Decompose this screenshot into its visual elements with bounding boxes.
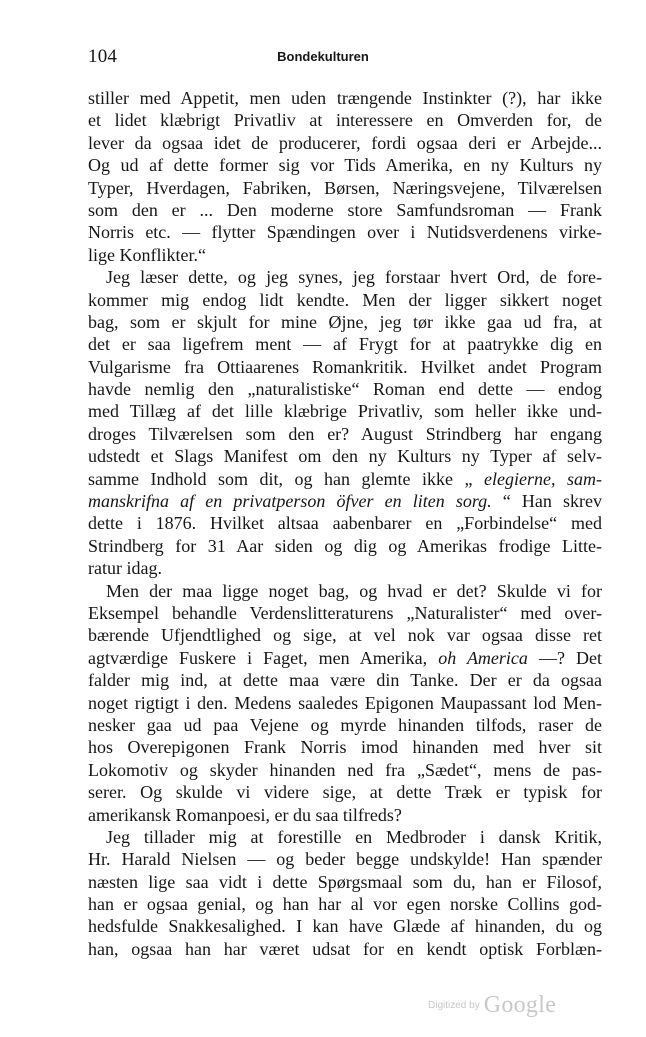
text-line: bærende Ufjendtlighed og sige, at vel nok var ogsaa disse ret bbox=[88, 625, 602, 646]
text-line: droges Tilværelsen som den er? August Strindberg har engang bbox=[88, 423, 602, 444]
text-line: lever da ogsaa idet de producerer, fordi ogsaa deri er Arbejde... bbox=[88, 132, 602, 153]
italic-quote: manskrifna af en privatperson öfver en liten sorg. bbox=[88, 491, 492, 512]
text-line: hos Overepigonen Frank Norris imod hinanden med hver sit bbox=[88, 737, 602, 758]
text-line: Hr. Harald Nielsen — og beder begge undskylde! Han spænder bbox=[88, 849, 602, 870]
body-text bbox=[88, 87, 602, 960]
watermark-prefix: Digitized by bbox=[428, 1000, 480, 1011]
text-line: Strindberg for 31 Aar siden og dig og Amerikas frodige Litte- bbox=[88, 535, 602, 556]
paragraph-start: Jeg læser dette, og jeg synes, jeg forstaar hvert Ord, de fore- bbox=[106, 267, 602, 288]
text-segment: agtværdige Fuskere i Faget, men Amerika, bbox=[88, 647, 439, 668]
text-line: ratur idag. bbox=[88, 558, 162, 579]
text-segment: “ Han skrev bbox=[502, 491, 603, 512]
italic-quote: elegierne, sam- bbox=[484, 468, 603, 489]
paragraph-start: Men der maa ligge noget bag, og hvad er det? Skulde vi for bbox=[106, 580, 602, 601]
text-line: amerikansk Romanpoesi, er du saa tilfreds? bbox=[88, 804, 402, 825]
text-line: udstedt et Slags Manifest om den ny Kulturs ny Typer af selv- bbox=[88, 446, 602, 467]
text-line: som den er ... Den moderne store Samfundsroman — Frank bbox=[88, 199, 602, 220]
text-line: han, ogsaa han har været udsat for en kendt optisk Forblæn- bbox=[88, 938, 602, 959]
text-line: et lidet klæbrigt Privatliv at interessere en Omverden for, de bbox=[88, 110, 602, 131]
watermark-brand: Google bbox=[483, 992, 557, 1018]
text-line: næsten lige saa vidt i dette Spørgsmaal som du, han er Filosof, bbox=[88, 871, 602, 892]
text-line: kommer mig endog lidt kendte. Men der ligger sikkert noget bbox=[88, 289, 602, 310]
text-line: lige Konflikter.“ bbox=[88, 244, 206, 265]
text-line: han er ogsaa genial, og han har al vor egen norske Collins god- bbox=[88, 894, 602, 915]
text-line: Norris etc. — flytter Spændingen over i Nutidsverdenens virke- bbox=[88, 222, 602, 243]
text-segment: —? Det bbox=[538, 647, 602, 668]
text-line: bag, som er skjult for mine Øjne, jeg tør ikke gaa ud fra, at bbox=[88, 311, 602, 332]
text-line: med Tillæg af det lille klæbrige Privatliv, som heller ikke und- bbox=[88, 401, 602, 422]
text-line: Lokomotiv og skyder hinanden ned fra „Sædet“, mens de pas- bbox=[88, 759, 602, 780]
running-head-title: Bondekulturen bbox=[277, 49, 369, 64]
paragraph-start: Jeg tillader mig at forestille en Medbroder i dansk Kritik, bbox=[106, 826, 602, 847]
text-line: nesker gaa ud paa Vejene og myrde hinanden tilfods, raser de bbox=[88, 714, 602, 735]
text-line: Typer, Hverdagen, Fabriken, Børsen, Næringsvejene, Tilværelsen bbox=[88, 177, 602, 198]
text-line bbox=[88, 490, 602, 512]
text-line bbox=[88, 647, 602, 669]
google-digitized-watermark bbox=[428, 992, 556, 1019]
text-line: Eksempel behandle Verdenslitteraturens „Naturalister“ med over- bbox=[88, 602, 602, 623]
text-segment: samme Indhold som dit, og han glemte ikke „ bbox=[88, 468, 473, 489]
text-line: Vulgarisme fra Ottiaarenes Romankritik. Hvilket andet Program bbox=[88, 356, 602, 377]
text-line: Og ud af dette former sig vor Tids Amerika, en ny Kulturs ny bbox=[88, 155, 602, 176]
text-line: hedsfulde Snakkesalighed. I kan have Glæde af hinanden, du og bbox=[88, 916, 602, 937]
text-line bbox=[88, 468, 602, 490]
text-line: falder mig ind, at dette maa være din Tanke. Der er da ogsaa bbox=[88, 670, 602, 691]
text-line: serer. Og skulde vi videre sige, at dette Træk er typisk for bbox=[88, 782, 602, 803]
italic-phrase: oh America bbox=[438, 647, 528, 668]
text-line: det er saa ligefrem ment — af Frygt for at paatrykke dig en bbox=[88, 334, 602, 355]
page-number: 104 bbox=[88, 46, 118, 67]
text-line: havde nemlig den „naturalistiske“ Roman end dette — endog bbox=[88, 379, 602, 400]
text-line: noget rigtigt i den. Medens saaledes Epigonen Maupassant lod Men- bbox=[88, 692, 602, 713]
text-line: stiller med Appetit, men uden trængende Instinkter (?), har ikke bbox=[88, 88, 602, 108]
text-line: dette i 1876. Hvilket altsaa aabenbarer en „Forbindelse“ med bbox=[88, 513, 602, 534]
